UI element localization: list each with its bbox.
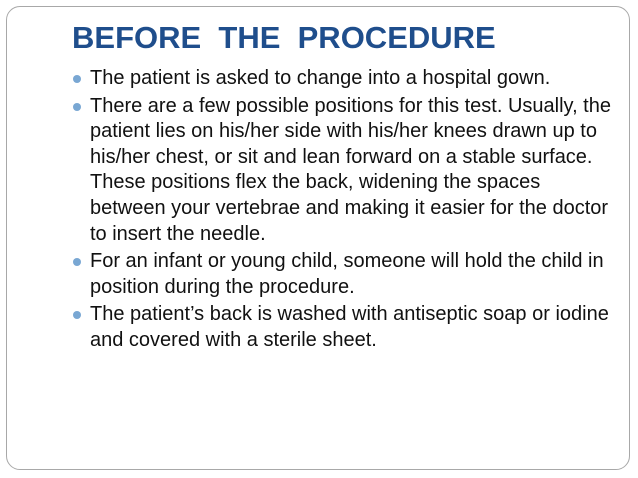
bullet-icon (73, 103, 81, 111)
bullet-icon (73, 311, 81, 319)
list-item (72, 302, 612, 353)
bullet-text: The patient’s back is washed with antiseptic soap or iodine and covered with a sterile sheet. (90, 303, 609, 351)
list-item (72, 249, 612, 300)
bullet-text: For an infant or young child, someone will hold the child in position during the procedure. (90, 250, 604, 298)
slide-title: BEFORE THE PROCEDURE (72, 20, 496, 55)
bullet-icon (73, 75, 81, 83)
bullet-text: There are a few possible positions for this test. Usually, the patient lies on his/her side with his/her knees drawn up to his/her chest, or sit and lean forward on a stable surface. These positions flex the back, widening the spaces between your vertebrae and making it easier for the doctor to insert the needle. (90, 94, 611, 245)
bullet-text: The patient is asked to change into a hospital gown. (90, 67, 551, 89)
list-item (72, 94, 612, 248)
bullet-icon (73, 258, 81, 266)
bullet-list (72, 66, 612, 356)
list-item (72, 66, 612, 92)
